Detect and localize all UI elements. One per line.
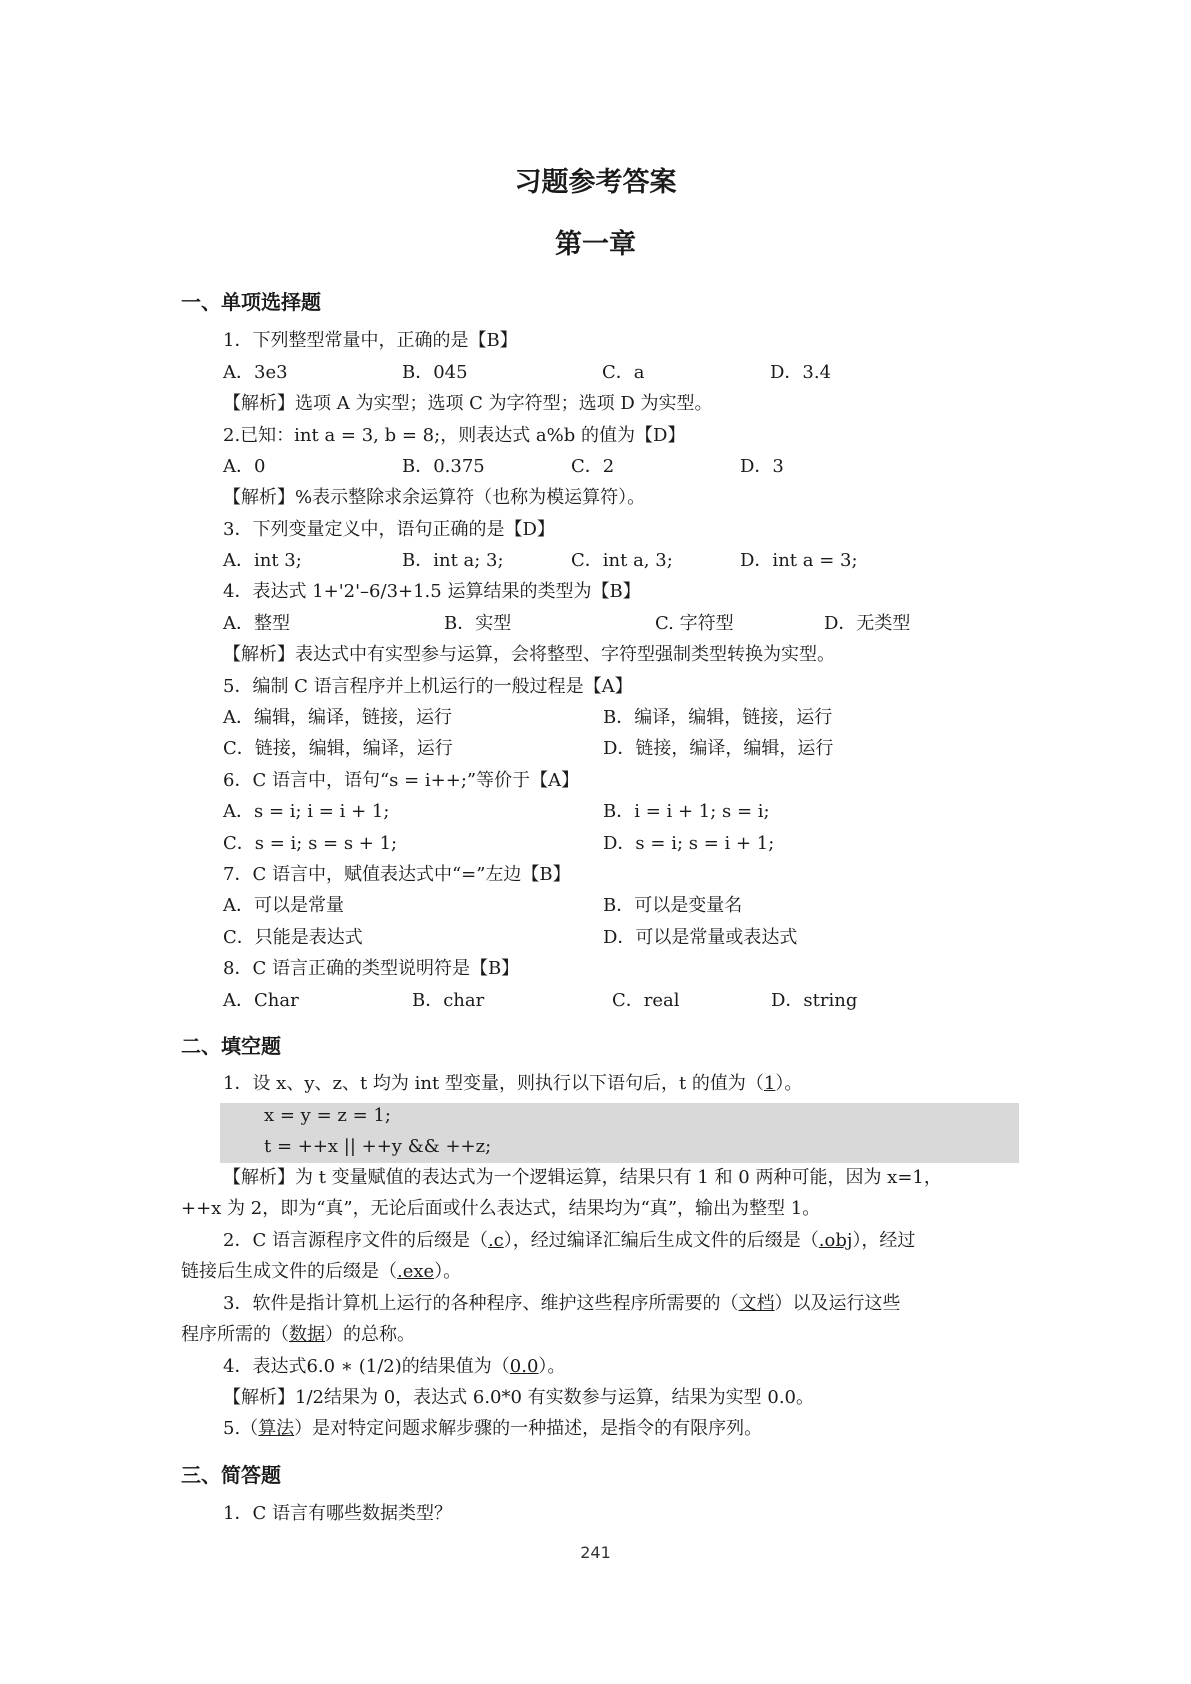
fill-2-line-1: 2．C 语言源程序文件的后缀是（.c），经过编译汇编后生成文件的后缀是（.obj），经过 (223, 1230, 916, 1251)
question-5-stem: 5．编制 C 语言程序并上机运行的一般过程是【A】 (223, 676, 633, 697)
fill-3-line-2: 程序所需的（数据）的总称。 (181, 1324, 415, 1345)
fill-1-analysis-line-2: ++x 为 2，即为“真”，无论后面或什么表达式，结果均为“真”，输出为整型 1。 (181, 1198, 821, 1219)
section-heading-short-answer: 三、简答题 (181, 1463, 281, 1487)
code-line-2: t = ++x || ++y && ++z; (264, 1136, 492, 1157)
question-8-option-b: B．char (412, 990, 485, 1011)
question-3-stem: 3．下列变量定义中，语句正确的是【D】 (223, 519, 555, 540)
question-1-option-b: B．045 (402, 362, 468, 383)
question-4-stem: 4．表达式 1+'2'–6/3+1.5 运算结果的类型为【B】 (223, 581, 641, 602)
fill-3-answer-2: 数据 (289, 1324, 325, 1345)
question-7-option-a: A．可以是常量 (223, 895, 344, 916)
question-2-analysis: 【解析】%表示整除求余运算符（也称为模运算符）。 (223, 487, 646, 508)
question-8-option-a: A．Char (223, 990, 299, 1011)
fill-4-analysis: 【解析】1/2结果为 0，表达式 6.0*0 有实数参与运算，结果为实型 0.0。 (223, 1387, 815, 1408)
fill-3-answer-1: 文档 (738, 1293, 775, 1314)
question-5-option-b: B．编译，编辑，链接，运行 (603, 707, 833, 728)
question-8-option-c: C．real (612, 990, 680, 1011)
code-line-1: x = y = z = 1; (264, 1105, 391, 1126)
fill-1-analysis-line-1: 【解析】为 t 变量赋值的表达式为一个逻辑运算，结果只有 1 和 0 两种可能，因为 x=1， (223, 1167, 942, 1188)
section-heading-fill-in: 二、填空题 (181, 1034, 281, 1058)
question-1-stem: 1．下列整型常量中，正确的是【B】 (223, 330, 518, 351)
fill-2-line-2: 链接后生成文件的后缀是（.exe）。 (181, 1261, 462, 1282)
short-answer-1-stem: 1．C 语言有哪些数据类型？ (223, 1503, 452, 1524)
question-2-option-b: B．0.375 (402, 456, 485, 477)
question-4-option-d: D．无类型 (824, 613, 911, 634)
question-6-stem: 6．C 语言中，语句“s = i++;”等价于【A】 (223, 770, 580, 791)
fill-2-answer-1: .c (487, 1230, 504, 1251)
fill-2-answer-2: .obj (818, 1230, 853, 1251)
question-5-option-a: A．编辑，编译，链接，运行 (223, 707, 452, 728)
chapter-title: 第一章 (555, 229, 636, 260)
question-2-option-a: A．0 (223, 456, 266, 477)
question-2-stem: 2.已知：int a = 3, b = 8;，则表达式 a%b 的值为【D】 (223, 425, 686, 446)
question-6-option-b: B．i = i + 1; s = i; (603, 801, 770, 822)
question-8-stem: 8．C 语言正确的类型说明符是【B】 (223, 958, 520, 979)
question-1-analysis: 【解析】选项 A 为实型；选项 C 为字符型；选项 D 为实型。 (223, 393, 713, 414)
fill-2-answer-3: .exe (397, 1261, 435, 1282)
question-5-option-c: C．链接，编辑，编译，运行 (223, 738, 453, 759)
question-2-option-d: D．3 (740, 456, 784, 477)
section-heading-single-choice: 一、单项选择题 (181, 290, 321, 314)
fill-3-line-1: 3．软件是指计算机上运行的各种程序、维护这些程序所需要的（文档）以及运行这些 (223, 1293, 901, 1314)
question-3-option-a: A．int 3; (223, 550, 302, 571)
question-7-option-b: B．可以是变量名 (603, 895, 743, 916)
page-number: 241 (580, 1543, 611, 1562)
question-1-option-d: D．3.4 (770, 362, 832, 383)
question-3-option-d: D．int a = 3; (740, 550, 858, 571)
fill-1-stem: 1．设 x、y、z、t 均为 int 型变量，则执行以下语句后，t 的值为（1）。 (223, 1073, 803, 1094)
document-title: 习题参考答案 (514, 167, 677, 198)
question-8-option-d: D．string (771, 990, 858, 1011)
question-7-stem: 7．C 语言中，赋值表达式中“=”左边【B】 (223, 864, 571, 885)
question-1-option-c: C．a (602, 362, 645, 383)
question-4-option-a: A．整型 (223, 613, 290, 634)
question-4-analysis: 【解析】表达式中有实型参与运算，会将整型、字符型强制类型转换为实型。 (223, 644, 835, 665)
question-6-option-a: A．s = i; i = i + 1; (223, 801, 390, 822)
fill-5-answer: 算法 (258, 1418, 295, 1439)
fill-5-stem: 5.（算法）是对特定问题求解步骤的一种描述，是指令的有限序列。 (223, 1418, 763, 1439)
question-1-option-a: A．3e3 (223, 362, 288, 383)
fill-4-stem: 4．表达式6.0 ∗ (1/2)的结果值为（0.0）。 (223, 1356, 566, 1377)
question-6-option-d: D．s = i; s = i + 1; (603, 833, 775, 854)
question-3-option-b: B．int a; 3; (402, 550, 504, 571)
question-3-option-c: C．int a, 3; (571, 550, 673, 571)
question-2-option-c: C．2 (571, 456, 615, 477)
fill-1-answer: 1 (763, 1073, 776, 1094)
question-4-option-c: C. 字符型 (655, 613, 734, 634)
question-7-option-c: C．只能是表达式 (223, 927, 363, 948)
question-4-option-b: B．实型 (444, 613, 512, 634)
fill-4-answer: 0.0 (509, 1356, 539, 1377)
question-6-option-c: C．s = i; s = s + 1; (223, 833, 398, 854)
question-5-option-d: D．链接，编译，编辑，运行 (603, 738, 834, 759)
question-7-option-d: D．可以是常量或表达式 (603, 927, 798, 948)
